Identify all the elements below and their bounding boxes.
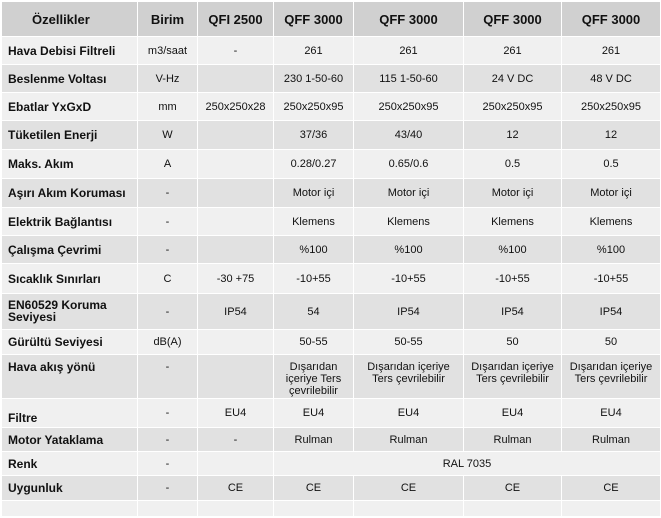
row-value: 0.28/0.27 bbox=[274, 150, 354, 179]
table-row bbox=[2, 208, 661, 236]
row-unit: - bbox=[138, 179, 198, 208]
row-feature: Hava Debisi Filtreli bbox=[2, 37, 138, 65]
row-unit: A bbox=[138, 150, 198, 179]
row-value bbox=[198, 501, 274, 517]
row-value: 37/36 bbox=[274, 121, 354, 150]
row-value: - bbox=[198, 428, 274, 452]
row-value bbox=[464, 501, 562, 517]
row-value-merged: RAL 7035 bbox=[274, 452, 661, 476]
row-value: 12 bbox=[464, 121, 562, 150]
table-row bbox=[2, 121, 661, 150]
row-value: CE bbox=[198, 476, 274, 501]
table-row bbox=[2, 476, 661, 501]
row-feature: Filtre bbox=[2, 399, 138, 428]
row-value: 250x250x28 bbox=[198, 93, 274, 121]
row-value: 0.65/0.6 bbox=[354, 150, 464, 179]
row-value: Dışarıdan içeriye Ters çevrilebilir bbox=[464, 355, 562, 399]
row-value: 12 bbox=[562, 121, 661, 150]
row-feature: Maks. Akım bbox=[2, 150, 138, 179]
row-value: -10+55 bbox=[464, 264, 562, 294]
row-value bbox=[198, 236, 274, 264]
row-value: EU4 bbox=[198, 399, 274, 428]
row-value: EU4 bbox=[464, 399, 562, 428]
table-row bbox=[2, 264, 661, 294]
table-row bbox=[2, 428, 661, 452]
row-feature: Hava akış yönü bbox=[2, 355, 138, 399]
row-unit: - bbox=[138, 236, 198, 264]
row-value: 261 bbox=[274, 37, 354, 65]
row-value: 50-55 bbox=[274, 330, 354, 355]
specifications-table bbox=[1, 1, 661, 517]
row-feature: Gürültü Seviyesi bbox=[2, 330, 138, 355]
row-value: EU4 bbox=[562, 399, 661, 428]
row-value bbox=[354, 501, 464, 517]
row-value bbox=[198, 179, 274, 208]
row-feature: EN60529 Koruma Seviyesi bbox=[2, 294, 138, 330]
row-unit bbox=[138, 501, 198, 517]
row-value: Dışarıdan içeriye Ters çevrilebilir bbox=[562, 355, 661, 399]
row-value: Klemens bbox=[274, 208, 354, 236]
table-row bbox=[2, 236, 661, 264]
table-row bbox=[2, 501, 661, 517]
row-value: Rulman bbox=[274, 428, 354, 452]
row-value: 50 bbox=[464, 330, 562, 355]
row-unit: - bbox=[138, 452, 198, 476]
row-unit: W bbox=[138, 121, 198, 150]
row-value: CE bbox=[354, 476, 464, 501]
table-row bbox=[2, 179, 661, 208]
row-unit: - bbox=[138, 476, 198, 501]
row-value: 250x250x95 bbox=[464, 93, 562, 121]
table-row bbox=[2, 452, 661, 476]
row-value: 0.5 bbox=[562, 150, 661, 179]
table-row bbox=[2, 93, 661, 121]
header-row bbox=[2, 2, 661, 37]
row-value bbox=[198, 121, 274, 150]
row-value: 250x250x95 bbox=[274, 93, 354, 121]
row-unit: - bbox=[138, 208, 198, 236]
table-row bbox=[2, 294, 661, 330]
row-value: 50 bbox=[562, 330, 661, 355]
row-value: Klemens bbox=[464, 208, 562, 236]
table-row bbox=[2, 37, 661, 65]
row-unit: - bbox=[138, 294, 198, 330]
header-model-2: QFF 3000 bbox=[274, 2, 354, 37]
row-value: IP54 bbox=[198, 294, 274, 330]
row-unit: m3/saat bbox=[138, 37, 198, 65]
row-value: CE bbox=[562, 476, 661, 501]
row-value: IP54 bbox=[562, 294, 661, 330]
row-value: IP54 bbox=[354, 294, 464, 330]
row-value: -10+55 bbox=[562, 264, 661, 294]
row-value bbox=[198, 65, 274, 93]
row-feature: Motor Yataklama bbox=[2, 428, 138, 452]
row-unit: - bbox=[138, 399, 198, 428]
header-model-5: QFF 3000 bbox=[562, 2, 661, 37]
row-value: 261 bbox=[562, 37, 661, 65]
row-value bbox=[198, 330, 274, 355]
row-value: -10+55 bbox=[274, 264, 354, 294]
row-value: - bbox=[198, 37, 274, 65]
row-unit: V-Hz bbox=[138, 65, 198, 93]
row-feature: Elektrik Bağlantısı bbox=[2, 208, 138, 236]
row-value: EU4 bbox=[354, 399, 464, 428]
row-value: Motor içi bbox=[354, 179, 464, 208]
table-row bbox=[2, 355, 661, 399]
row-value: 48 V DC bbox=[562, 65, 661, 93]
row-value: 261 bbox=[464, 37, 562, 65]
row-value bbox=[198, 208, 274, 236]
row-feature: Tüketilen Enerji bbox=[2, 121, 138, 150]
header-unit: Birim bbox=[138, 2, 198, 37]
row-value: 261 bbox=[354, 37, 464, 65]
row-value: 24 V DC bbox=[464, 65, 562, 93]
header-model-3: QFF 3000 bbox=[354, 2, 464, 37]
row-unit: - bbox=[138, 428, 198, 452]
table-row bbox=[2, 150, 661, 179]
row-value: -10+55 bbox=[354, 264, 464, 294]
row-value: 250x250x95 bbox=[354, 93, 464, 121]
row-feature: Renk bbox=[2, 452, 138, 476]
row-feature: Sıcaklık Sınırları bbox=[2, 264, 138, 294]
row-value: -30 +75 bbox=[198, 264, 274, 294]
row-unit: mm bbox=[138, 93, 198, 121]
row-value: 115 1-50-60 bbox=[354, 65, 464, 93]
row-value: %100 bbox=[354, 236, 464, 264]
header-model-4: QFF 3000 bbox=[464, 2, 562, 37]
row-value: Dışarıdan içeriye Ters çevrilebilir bbox=[274, 355, 354, 399]
header-model-1: QFI 2500 bbox=[198, 2, 274, 37]
row-value bbox=[274, 501, 354, 517]
row-value: Rulman bbox=[562, 428, 661, 452]
row-value: 54 bbox=[274, 294, 354, 330]
row-value: %100 bbox=[464, 236, 562, 264]
row-value: 230 1-50-60 bbox=[274, 65, 354, 93]
table-row bbox=[2, 330, 661, 355]
row-value bbox=[198, 355, 274, 399]
row-value: %100 bbox=[274, 236, 354, 264]
row-value: Dışarıdan içeriye Ters çevrilebilir bbox=[354, 355, 464, 399]
row-value: Motor içi bbox=[562, 179, 661, 208]
row-value: EU4 bbox=[274, 399, 354, 428]
row-value: 50-55 bbox=[354, 330, 464, 355]
table-row bbox=[2, 65, 661, 93]
row-value: 250x250x95 bbox=[562, 93, 661, 121]
row-value: %100 bbox=[562, 236, 661, 264]
row-value: 0.5 bbox=[464, 150, 562, 179]
row-value: IP54 bbox=[464, 294, 562, 330]
row-value: Klemens bbox=[354, 208, 464, 236]
row-value bbox=[562, 501, 661, 517]
row-feature: Uygunluk bbox=[2, 476, 138, 501]
row-value: Motor içi bbox=[464, 179, 562, 208]
row-value: 43/40 bbox=[354, 121, 464, 150]
table-row bbox=[2, 399, 661, 428]
row-feature: Aşırı Akım Koruması bbox=[2, 179, 138, 208]
row-value-empty bbox=[198, 452, 274, 476]
row-value: CE bbox=[274, 476, 354, 501]
row-unit: C bbox=[138, 264, 198, 294]
row-feature bbox=[2, 501, 138, 517]
header-features: Özellikler bbox=[2, 2, 138, 37]
row-feature: Beslenme Voltası bbox=[2, 65, 138, 93]
row-value: Motor içi bbox=[274, 179, 354, 208]
row-value: Klemens bbox=[562, 208, 661, 236]
row-value: CE bbox=[464, 476, 562, 501]
row-feature: Çalışma Çevrimi bbox=[2, 236, 138, 264]
row-value: Rulman bbox=[464, 428, 562, 452]
row-value: Rulman bbox=[354, 428, 464, 452]
row-value bbox=[198, 150, 274, 179]
row-unit: - bbox=[138, 355, 198, 399]
spec-table-container bbox=[0, 1, 661, 518]
row-unit: dB(A) bbox=[138, 330, 198, 355]
row-feature: Ebatlar YxGxD bbox=[2, 93, 138, 121]
